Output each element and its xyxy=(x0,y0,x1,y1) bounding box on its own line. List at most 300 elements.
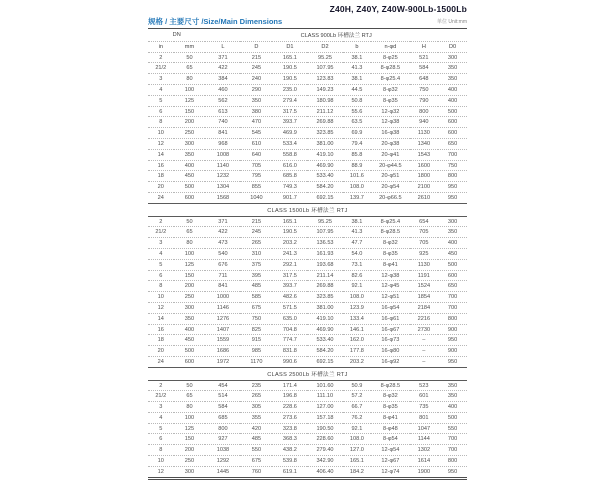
cell-H: – xyxy=(410,346,439,357)
cell-mm: 50 xyxy=(174,52,206,63)
cell-b: 73.1 xyxy=(343,259,372,270)
column-header-H: H xyxy=(410,41,439,52)
cell-n-φd: 16-φ38 xyxy=(371,128,409,139)
cell-b: 123.9 xyxy=(343,302,372,313)
cell-D1: 749.3 xyxy=(272,182,307,193)
cell-L: 968 xyxy=(205,138,240,149)
cell-D2: 107.95 xyxy=(307,227,342,238)
cell-b: 88.9 xyxy=(343,160,372,171)
subtitle-row xyxy=(148,17,467,26)
cell-D0: 950 xyxy=(438,192,467,203)
cell-n-φd: 8-φ25 xyxy=(371,52,409,63)
model-title: Z40H, Z40Y, Z40W-900Lb-1500Lb xyxy=(329,4,467,14)
cell-L: 1140 xyxy=(205,160,240,171)
cell-D: 640 xyxy=(240,149,272,160)
cell-mm: 300 xyxy=(174,302,206,313)
cell-D2: 381.00 xyxy=(307,302,342,313)
cell-L: 1559 xyxy=(205,335,240,346)
cell-D2: 323.85 xyxy=(307,128,342,139)
cell-n-φd: 20-φ38 xyxy=(371,138,409,149)
table-row xyxy=(148,95,467,106)
cell-D2: 161.93 xyxy=(307,248,342,259)
cell-D: 705 xyxy=(240,160,272,171)
table-row xyxy=(148,259,467,270)
cell-D1: 241.3 xyxy=(272,248,307,259)
cell-D1: 901.7 xyxy=(272,192,307,203)
cell-H: 1900 xyxy=(410,466,439,478)
table-row xyxy=(148,84,467,95)
cell-L: 540 xyxy=(205,248,240,259)
table-row xyxy=(148,149,467,160)
cell-b: 38.1 xyxy=(343,52,372,63)
cell-H: 705 xyxy=(410,238,439,249)
cell-in: 2 xyxy=(148,216,174,227)
cell-D: 395 xyxy=(240,270,272,281)
cell-D0: 950 xyxy=(438,466,467,478)
cell-D0: 300 xyxy=(438,52,467,63)
table-row xyxy=(148,445,467,456)
cell-n-φd: 8-φ41 xyxy=(371,259,409,270)
table-row xyxy=(148,192,467,203)
cell-n-φd: 16-φ54 xyxy=(371,302,409,313)
cell-mm: 150 xyxy=(174,434,206,445)
table-row xyxy=(148,52,467,63)
cell-D0: 500 xyxy=(438,106,467,117)
cell-D2: 419.10 xyxy=(307,149,342,160)
table-row xyxy=(148,106,467,117)
cell-D1: 831.8 xyxy=(272,346,307,357)
cell-D: 550 xyxy=(240,445,272,456)
cell-D: 290 xyxy=(240,84,272,95)
section-title: CLASS 2500Lb 环槽法兰 RTJ xyxy=(148,367,467,380)
cell-mm: 50 xyxy=(174,216,206,227)
cell-n-φd: 8-φ32 xyxy=(371,84,409,95)
cell-mm: 150 xyxy=(174,106,206,117)
cell-D2: 190.50 xyxy=(307,423,342,434)
cell-b: 41.3 xyxy=(343,63,372,74)
cell-D1: 533.4 xyxy=(272,138,307,149)
table-row xyxy=(148,270,467,281)
cell-D0: 950 xyxy=(438,335,467,346)
cell-L: 422 xyxy=(205,227,240,238)
column-header-mm: mm xyxy=(174,41,206,52)
cell-n-φd: 8-φ35 xyxy=(371,402,409,413)
cell-D0: 400 xyxy=(438,84,467,95)
cell-D2: 95.25 xyxy=(307,52,342,63)
cell-H: 654 xyxy=(410,216,439,227)
cell-D2: 469.90 xyxy=(307,324,342,335)
table-row xyxy=(148,391,467,402)
cell-D0: 350 xyxy=(438,74,467,85)
cell-H: 523 xyxy=(410,380,439,391)
cell-b: 133.4 xyxy=(343,313,372,324)
cell-D: 585 xyxy=(240,292,272,303)
cell-D0: 500 xyxy=(438,259,467,270)
section-title: CLASS 1500Lb 环槽法兰 RTJ xyxy=(148,203,467,216)
cell-H: – xyxy=(410,335,439,346)
cell-D: 855 xyxy=(240,182,272,193)
cell-n-φd: 16-φ92 xyxy=(371,356,409,367)
table-row xyxy=(148,182,467,193)
cell-mm: 300 xyxy=(174,466,206,478)
dn-class-header-row xyxy=(148,29,467,42)
cell-in: 8 xyxy=(148,445,174,456)
cell-D2: 211.14 xyxy=(307,270,342,281)
cell-mm: 250 xyxy=(174,456,206,467)
cell-in: 18 xyxy=(148,171,174,182)
cell-mm: 600 xyxy=(174,192,206,203)
table-row xyxy=(148,466,467,478)
cell-D: 265 xyxy=(240,238,272,249)
cell-D: 985 xyxy=(240,346,272,357)
cell-D2: 127.00 xyxy=(307,402,342,413)
table-row xyxy=(148,423,467,434)
cell-mm: 450 xyxy=(174,171,206,182)
cell-n-φd: 20-φ41 xyxy=(371,149,409,160)
cell-D0: 650 xyxy=(438,138,467,149)
cell-H: 940 xyxy=(410,117,439,128)
table-row xyxy=(148,238,467,249)
cell-H: 705 xyxy=(410,227,439,238)
cell-L: 613 xyxy=(205,106,240,117)
cell-D2: 149.23 xyxy=(307,84,342,95)
cell-in: 21/2 xyxy=(148,227,174,238)
cell-D: 240 xyxy=(240,74,272,85)
cell-n-φd: 8-φ32 xyxy=(371,238,409,249)
cell-D0: 800 xyxy=(438,313,467,324)
cell-D2: 269.88 xyxy=(307,281,342,292)
cell-n-φd: 12-φ67 xyxy=(371,456,409,467)
cell-mm: 400 xyxy=(174,160,206,171)
cell-D2: 692.15 xyxy=(307,192,342,203)
cell-D: 245 xyxy=(240,227,272,238)
table-row xyxy=(148,402,467,413)
cell-D: 265 xyxy=(240,391,272,402)
cell-in: 16 xyxy=(148,324,174,335)
table-row xyxy=(148,171,467,182)
cell-L: 473 xyxy=(205,238,240,249)
cell-L: 562 xyxy=(205,95,240,106)
cell-D0: 900 xyxy=(438,324,467,335)
cell-in: 21/2 xyxy=(148,391,174,402)
cell-D2: 95.25 xyxy=(307,216,342,227)
cell-in: 14 xyxy=(148,149,174,160)
cell-L: 800 xyxy=(205,423,240,434)
cell-L: 1568 xyxy=(205,192,240,203)
cell-D1: 165.1 xyxy=(272,52,307,63)
cell-D2: 419.10 xyxy=(307,313,342,324)
cell-L: 740 xyxy=(205,117,240,128)
cell-n-φd: 8-φ25.4 xyxy=(371,216,409,227)
cell-n-φd: 8-φ28.5 xyxy=(371,227,409,238)
cell-L: 1000 xyxy=(205,292,240,303)
cell-L: 1445 xyxy=(205,466,240,478)
cell-D0: 450 xyxy=(438,248,467,259)
cell-b: 50.9 xyxy=(343,380,372,391)
cell-H: 1543 xyxy=(410,149,439,160)
cell-mm: 80 xyxy=(174,74,206,85)
cell-D0: 700 xyxy=(438,292,467,303)
cell-D1: 571.5 xyxy=(272,302,307,313)
cell-D1: 292.1 xyxy=(272,259,307,270)
cell-b: 57.2 xyxy=(343,391,372,402)
cell-in: 8 xyxy=(148,117,174,128)
cell-D: 375 xyxy=(240,259,272,270)
cell-mm: 150 xyxy=(174,270,206,281)
cell-L: 1038 xyxy=(205,445,240,456)
cell-n-φd: 12-φ74 xyxy=(371,466,409,478)
table-row xyxy=(148,117,467,128)
cell-D: 825 xyxy=(240,324,272,335)
cell-D1: 368.3 xyxy=(272,434,307,445)
cell-D: 485 xyxy=(240,281,272,292)
cell-D1: 317.5 xyxy=(272,106,307,117)
cell-D1: 482.6 xyxy=(272,292,307,303)
cell-D2: 107.95 xyxy=(307,63,342,74)
cell-D0: 550 xyxy=(438,423,467,434)
cell-D1: 438.2 xyxy=(272,445,307,456)
cell-in: 2 xyxy=(148,380,174,391)
unit-label: 单位 Unit:mm xyxy=(436,19,467,25)
cell-L: 1276 xyxy=(205,313,240,324)
cell-mm: 80 xyxy=(174,238,206,249)
cell-b: 41.3 xyxy=(343,227,372,238)
cell-L: 676 xyxy=(205,259,240,270)
table-row xyxy=(148,292,467,303)
cell-D0: 300 xyxy=(438,216,467,227)
cell-mm: 65 xyxy=(174,227,206,238)
cell-D2: 157.18 xyxy=(307,412,342,423)
cell-n-φd: 8-φ35 xyxy=(371,248,409,259)
cell-H: 1340 xyxy=(410,138,439,149)
cell-D1: 558.8 xyxy=(272,149,307,160)
cell-in: 6 xyxy=(148,270,174,281)
cell-D: 485 xyxy=(240,434,272,445)
cell-D2: 469.90 xyxy=(307,160,342,171)
cell-b: 47.7 xyxy=(343,238,372,249)
cell-D2: 111.10 xyxy=(307,391,342,402)
cell-L: 371 xyxy=(205,216,240,227)
cell-D1: 190.5 xyxy=(272,74,307,85)
cell-H: 2100 xyxy=(410,182,439,193)
cell-n-φd: 16-φ73 xyxy=(371,335,409,346)
cell-D1: 228.6 xyxy=(272,402,307,413)
cell-H: 735 xyxy=(410,402,439,413)
column-header-row xyxy=(148,41,467,52)
cell-D2: 533.40 xyxy=(307,171,342,182)
cell-b: 139.7 xyxy=(343,192,372,203)
cell-n-φd: 12-φ38 xyxy=(371,117,409,128)
cell-n-φd: 20-φ54 xyxy=(371,182,409,193)
cell-b: 203.2 xyxy=(343,356,372,367)
cell-L: 841 xyxy=(205,281,240,292)
cell-L: 514 xyxy=(205,391,240,402)
cell-D1: 279.4 xyxy=(272,95,307,106)
cell-D1: 619.1 xyxy=(272,466,307,478)
column-header-L: L xyxy=(205,41,240,52)
cell-b: 108.0 xyxy=(343,434,372,445)
cell-n-φd: 12-φ32 xyxy=(371,106,409,117)
section-class900-header: CLASS 900Lb 环槽法兰 RTJ xyxy=(205,29,467,42)
column-header-D0: D0 xyxy=(438,41,467,52)
cell-in: 21/2 xyxy=(148,63,174,74)
cell-mm: 100 xyxy=(174,248,206,259)
cell-n-φd: 8-φ28.5 xyxy=(371,380,409,391)
cell-D1: 393.7 xyxy=(272,117,307,128)
cell-n-φd: 8-φ28.5 xyxy=(371,63,409,74)
table-row xyxy=(148,160,467,171)
cell-in: 3 xyxy=(148,402,174,413)
cell-D: 470 xyxy=(240,117,272,128)
cell-L: 927 xyxy=(205,434,240,445)
cell-H: 1524 xyxy=(410,281,439,292)
table-row xyxy=(148,74,467,85)
cell-mm: 600 xyxy=(174,356,206,367)
cell-H: 1800 xyxy=(410,171,439,182)
cell-b: 146.1 xyxy=(343,324,372,335)
cell-D1: 469.9 xyxy=(272,128,307,139)
table-body xyxy=(148,52,467,478)
cell-in: 6 xyxy=(148,434,174,445)
table-row xyxy=(148,63,467,74)
cell-D2: 193.68 xyxy=(307,259,342,270)
cell-mm: 350 xyxy=(174,313,206,324)
cell-mm: 300 xyxy=(174,138,206,149)
cell-mm: 80 xyxy=(174,402,206,413)
cell-b: 184.2 xyxy=(343,466,372,478)
cell-D2: 180.98 xyxy=(307,95,342,106)
cell-D0: 700 xyxy=(438,434,467,445)
cell-mm: 200 xyxy=(174,281,206,292)
cell-in: 12 xyxy=(148,302,174,313)
cell-in: 8 xyxy=(148,281,174,292)
cell-D1: 203.2 xyxy=(272,238,307,249)
cell-b: 38.1 xyxy=(343,74,372,85)
cell-D0: 600 xyxy=(438,117,467,128)
dn-header: DN xyxy=(148,29,205,42)
cell-H: 1130 xyxy=(410,259,439,270)
table-row xyxy=(148,281,467,292)
cell-b: 50.8 xyxy=(343,95,372,106)
cell-L: 711 xyxy=(205,270,240,281)
cell-D0: 350 xyxy=(438,380,467,391)
cell-D0: 800 xyxy=(438,171,467,182)
cell-D: 305 xyxy=(240,402,272,413)
cell-D: 675 xyxy=(240,456,272,467)
cell-D1: 323.8 xyxy=(272,423,307,434)
cell-H: 1144 xyxy=(410,434,439,445)
table-row xyxy=(148,216,467,227)
cell-D0: 350 xyxy=(438,391,467,402)
cell-H: 584 xyxy=(410,63,439,74)
cell-D: 235 xyxy=(240,380,272,391)
cell-D1: 539.8 xyxy=(272,456,307,467)
cell-n-φd: 20-φ51 xyxy=(371,171,409,182)
cell-D0: 500 xyxy=(438,412,467,423)
cell-in: 4 xyxy=(148,412,174,423)
cell-n-φd: 8-φ54 xyxy=(371,434,409,445)
cell-in: 4 xyxy=(148,84,174,95)
cell-mm: 350 xyxy=(174,149,206,160)
cell-D2: 381.00 xyxy=(307,138,342,149)
cell-H: 800 xyxy=(410,106,439,117)
cell-H: 601 xyxy=(410,391,439,402)
cell-D2: 533.40 xyxy=(307,335,342,346)
cell-mm: 50 xyxy=(174,380,206,391)
cell-H: 2216 xyxy=(410,313,439,324)
cell-n-φd: 20-φ66.5 xyxy=(371,192,409,203)
dimensions-table xyxy=(148,28,467,480)
cell-D1: 704.8 xyxy=(272,324,307,335)
cell-D: 355 xyxy=(240,412,272,423)
table-head xyxy=(148,29,467,53)
cell-D: 545 xyxy=(240,128,272,139)
column-header-D1: D1 xyxy=(272,41,307,52)
cell-D1: 635.0 xyxy=(272,313,307,324)
cell-D1: 317.5 xyxy=(272,270,307,281)
cell-L: 1008 xyxy=(205,149,240,160)
cell-D0: 900 xyxy=(438,346,467,357)
cell-b: 162.0 xyxy=(343,335,372,346)
cell-D1: 165.1 xyxy=(272,216,307,227)
cell-D2: 279.40 xyxy=(307,445,342,456)
cell-D2: 406.40 xyxy=(307,466,342,478)
column-header-b: b xyxy=(343,41,372,52)
cell-H: 1130 xyxy=(410,128,439,139)
cell-L: 1232 xyxy=(205,171,240,182)
cell-n-φd: 20-φ44.5 xyxy=(371,160,409,171)
cell-D0: 650 xyxy=(438,281,467,292)
cell-H: 750 xyxy=(410,84,439,95)
cell-L: 685 xyxy=(205,412,240,423)
cell-D2: 123.83 xyxy=(307,74,342,85)
section-title-row xyxy=(148,367,467,380)
cell-in: 20 xyxy=(148,346,174,357)
cell-in: 5 xyxy=(148,259,174,270)
cell-in: 10 xyxy=(148,128,174,139)
cell-D2: 584.20 xyxy=(307,346,342,357)
table-row xyxy=(148,356,467,367)
cell-H: 2610 xyxy=(410,192,439,203)
cell-mm: 250 xyxy=(174,292,206,303)
cell-D1: 990.6 xyxy=(272,356,307,367)
cell-D: 350 xyxy=(240,95,272,106)
cell-in: 16 xyxy=(148,160,174,171)
cell-in: 4 xyxy=(148,248,174,259)
cell-D0: 600 xyxy=(438,270,467,281)
cell-mm: 500 xyxy=(174,182,206,193)
cell-n-φd: 8-φ48 xyxy=(371,423,409,434)
table-row xyxy=(148,248,467,259)
cell-H: 790 xyxy=(410,95,439,106)
cell-n-φd: 8-φ32 xyxy=(371,391,409,402)
cell-D: 610 xyxy=(240,138,272,149)
table-row xyxy=(148,313,467,324)
cell-mm: 200 xyxy=(174,445,206,456)
cell-H: 1047 xyxy=(410,423,439,434)
cell-n-φd: 12-φ45 xyxy=(371,281,409,292)
cell-n-φd: 12-φ38 xyxy=(371,270,409,281)
cell-D1: 190.5 xyxy=(272,227,307,238)
cell-L: 422 xyxy=(205,63,240,74)
cell-b: 177.8 xyxy=(343,346,372,357)
table-row xyxy=(148,412,467,423)
cell-n-φd: 8-φ25.4 xyxy=(371,74,409,85)
cell-D: 245 xyxy=(240,63,272,74)
cell-D0: 950 xyxy=(438,356,467,367)
cell-b: 85.8 xyxy=(343,149,372,160)
cell-mm: 450 xyxy=(174,335,206,346)
